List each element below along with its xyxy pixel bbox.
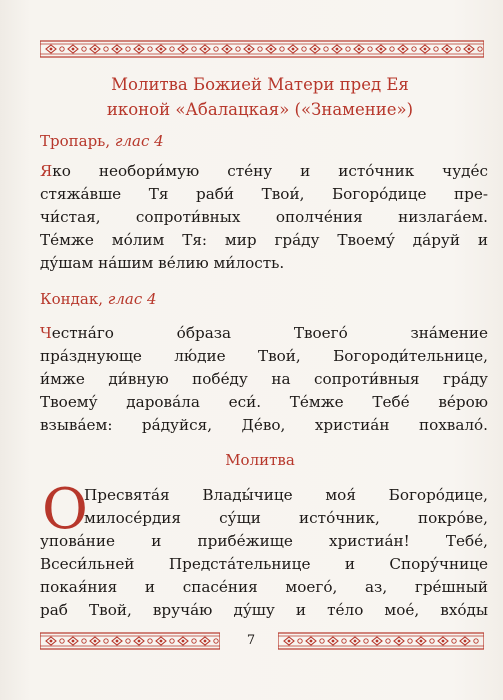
prayer-title <box>40 72 480 122</box>
kontakion-line: взыва́ем: ра́дуйся, Де́во, христиа́н похвало́. <box>40 416 488 434</box>
kontakion-line: и́мже ди́вную побе́ду на сопроти́вныя гра́ду <box>40 370 488 388</box>
bottom-ornament-right <box>278 632 484 650</box>
prayer-title-line-2: иконой «Абалацкая» («Знамение») <box>106 100 414 119</box>
prayer-dropcap: О <box>42 477 88 542</box>
prayer-line: упова́ние и прибе́жище христиа́н! Тебе́, <box>40 532 488 550</box>
prayer-title-line-1: Молитва Божией Матери пред Ея <box>111 75 409 94</box>
prayer-line: покая́ния и спасе́ния моего́, аз, гре́шный <box>40 578 488 596</box>
kontakion-tone: глас 4 <box>107 290 157 308</box>
top-ornament <box>40 40 484 58</box>
prayer-line: Всеси́льней Предста́тельнице и Спору́чнице <box>40 555 488 573</box>
troparion-line: стяжа́вше Тя раби́ Твои́, Богоро́дице пре- <box>40 185 488 203</box>
troparion-line: Те́мже мо́лим Тя: мир гра́ду Твоему́ да́руй и <box>40 231 488 249</box>
kontakion-line: Твоему́ дарова́ла еси́. Те́мже Тебе́ ве́рою <box>40 393 488 411</box>
troparion-line: ду́шам на́шим ве́лию ми́лость. <box>40 254 285 272</box>
troparion-line: Яко необори́мую сте́ну и исто́чник чуде́с <box>40 162 488 180</box>
prayer-label: Молитва <box>225 451 295 469</box>
ornament-pattern-icon <box>40 632 220 650</box>
kontakion-text <box>40 322 488 437</box>
ornament-pattern-icon <box>278 632 484 650</box>
troparion-text <box>40 160 488 275</box>
page-number: 7 <box>246 633 256 648</box>
troparion-tone: глас 4 <box>114 132 164 150</box>
kontakion-line: пра́зднующе лю́дие Твои́, Богороди́тельнице, <box>40 347 488 365</box>
troparion-label-text: Тропарь, <box>40 132 111 150</box>
troparion-label <box>40 132 164 150</box>
troparion-initial: Я <box>40 162 53 180</box>
prayer-text <box>40 477 488 622</box>
kontakion-initial: Ч <box>40 324 52 342</box>
prayer-line: милосе́рдия су́щи исто́чник, покро́ве, <box>84 509 488 527</box>
bottom-ornament-left <box>40 632 220 650</box>
kontakion-label <box>40 290 157 308</box>
kontakion-label-text: Кондак, <box>40 290 103 308</box>
kontakion-line: Честна́го о́браза Твоего́ зна́мение <box>40 324 488 342</box>
ornament-pattern-icon <box>40 40 484 58</box>
troparion-line: чи́стая, сопроти́вных ополче́ния низлага́ем. <box>40 208 488 226</box>
prayer-line: Пресвята́я Влады́чице моя́ Богоро́дице, <box>84 486 488 504</box>
prayer-line: раб Твой, вруча́ю ду́шу и те́ло мое́, вхо́ды <box>40 601 488 619</box>
